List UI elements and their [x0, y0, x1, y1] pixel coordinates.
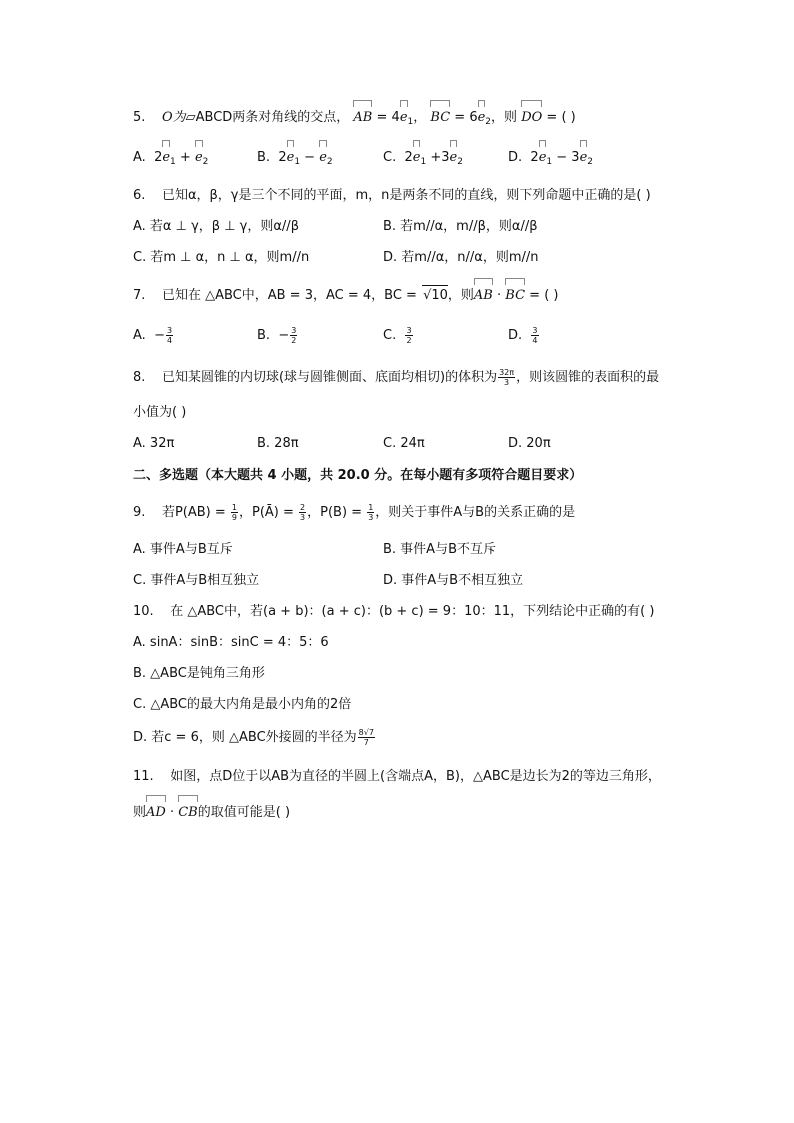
- q5-sub1: 1: [407, 117, 414, 127]
- q8-option-c[interactable]: C. 24π: [383, 436, 425, 451]
- q7-vector-bc: BC: [505, 286, 525, 306]
- q8-number: 8.: [133, 370, 146, 385]
- subscript: 2: [587, 157, 594, 167]
- q11-dot: ·: [165, 805, 179, 820]
- q9-stem: [133, 503, 575, 523]
- q10-option-d-text: D. 若c = 6，则 △ABC外接圆的半径为: [133, 730, 357, 745]
- q5-number: 5.: [133, 110, 146, 125]
- q7-dot: ·: [492, 288, 506, 303]
- fraction: [290, 326, 297, 345]
- q11-stem-b-post: 的取值可能是( ): [197, 805, 291, 820]
- subscript: 1: [420, 157, 427, 167]
- q9-option-b[interactable]: B. 事件A与B不互斥: [383, 542, 496, 557]
- q7-stem-b: ，则: [447, 288, 474, 303]
- q9-option-a[interactable]: A. 事件A与B互斥: [133, 542, 233, 557]
- q10-option-a[interactable]: A. sinA：sinB：sinC = 4：5：6: [133, 635, 329, 650]
- q11-stem-a: 如图，点D位于以AB为直径的半圆上(含端点A，B)，△ABC是边长为2的等边三角形，: [170, 769, 661, 784]
- q9-fraction-2: [299, 503, 306, 522]
- q9-number: 9.: [133, 505, 146, 520]
- q6-option-c[interactable]: C. 若m ⊥ α，n ⊥ α，则m//n: [133, 250, 310, 265]
- q11-stem-b-pre: 则: [133, 805, 147, 820]
- q5-point-o: O为: [161, 110, 186, 125]
- option-label: D.: [508, 328, 523, 343]
- subscript: 2: [202, 157, 209, 167]
- q7-tail: = ( ): [525, 288, 559, 303]
- q6-number: 6.: [133, 188, 146, 203]
- numerator: 1: [368, 503, 374, 512]
- q10-option-b[interactable]: B. △ABC是钝角三角形: [133, 666, 265, 681]
- q7-option-c[interactable]: [383, 326, 414, 346]
- numerator: 1: [231, 503, 237, 512]
- q8-stem-continued: 小值为( ): [133, 405, 187, 420]
- denominator: 4: [166, 336, 173, 345]
- fraction: [405, 326, 412, 345]
- q5-vector-bc: BC: [430, 108, 450, 128]
- q7-option-b[interactable]: [257, 326, 298, 346]
- numerator: 8√7: [358, 728, 374, 737]
- q6-option-b[interactable]: B. 若m//α，m//β，则α//β: [383, 219, 538, 234]
- q8-option-b[interactable]: B. 28π: [257, 436, 299, 451]
- denominator: 7: [363, 738, 369, 747]
- coef: 2: [278, 150, 287, 165]
- numerator: 3: [166, 326, 173, 335]
- q8-stem-a: 已知某圆锥的内切球(球与圆锥侧面、底面均相切)的体积为: [161, 370, 498, 385]
- denominator: 3: [368, 513, 374, 522]
- vector-e: e: [413, 148, 421, 168]
- q5-option-b[interactable]: [257, 148, 333, 172]
- q5-eq2: = 6: [450, 110, 478, 125]
- option-label: D.: [508, 150, 523, 165]
- vector-e: e: [195, 148, 203, 168]
- section-heading-multiple-choice: 二、多选题（本大题共 4 小题，共 20.0 分。在每小题有多项符合题目要求）: [133, 468, 583, 483]
- option-label: B.: [257, 328, 271, 343]
- q8-option-d[interactable]: D. 20π: [508, 436, 551, 451]
- denominator: 9: [231, 513, 237, 522]
- q7-sqrt-value: 10: [431, 288, 448, 303]
- q8-fraction: [498, 368, 515, 387]
- q7-sqrt: √10: [422, 285, 448, 306]
- sign: −: [154, 328, 165, 343]
- q5-option-c[interactable]: [383, 148, 463, 172]
- numerator: 2: [300, 503, 306, 512]
- q11-number: 11.: [133, 769, 154, 784]
- q9-fraction-3: [367, 503, 374, 522]
- q11-stem-continued: [133, 803, 290, 823]
- vector-e: e: [319, 148, 327, 168]
- q5-tail: = ( ): [542, 110, 576, 125]
- coef: 2: [530, 150, 539, 165]
- q10-option-c[interactable]: C. △ABC的最大内角是最小内角的2倍: [133, 697, 352, 712]
- q10-stem: [133, 602, 654, 622]
- numerator: 3: [291, 326, 297, 335]
- q5-vector-ab: AB: [353, 108, 372, 128]
- option-label: C.: [383, 328, 397, 343]
- q10-number: 10.: [133, 604, 154, 619]
- q7-vector-ab: AB: [474, 286, 493, 306]
- sign: −: [278, 328, 290, 343]
- coef: 2: [404, 150, 413, 165]
- q7-option-d[interactable]: [508, 326, 540, 346]
- q9-stem-d: ，则关于事件A与B的关系正确的是: [375, 505, 576, 520]
- q5-option-a[interactable]: [133, 148, 208, 172]
- q5-stem: [133, 108, 576, 132]
- q11-vector-ad: AD: [146, 803, 166, 823]
- fraction: [166, 326, 173, 345]
- q9-fraction-1: [231, 503, 238, 522]
- q10-stem-text: 在 △ABC中，若(a + b)：(a + c)：(b + c) = 9：10：11，下列结论中正确的有( ): [170, 604, 655, 619]
- subscript: 2: [457, 157, 463, 167]
- denominator: 2: [406, 336, 412, 345]
- q9-stem-c: ，P(B) =: [307, 505, 367, 520]
- numerator: 3: [406, 326, 412, 335]
- q7-number: 7.: [133, 288, 146, 303]
- q5-parallelogram: ▱ABCD两条对角线的交点，: [185, 110, 350, 125]
- vector-e: e: [539, 148, 547, 168]
- denominator: 3: [504, 378, 510, 387]
- option-label: A.: [133, 150, 146, 165]
- q5-sub2: 2: [485, 117, 492, 127]
- q10-option-d[interactable]: [133, 728, 376, 748]
- option-label: A.: [133, 328, 146, 343]
- q7-stem-a: 已知在 △ABC中，AB = 3，AC = 4，BC =: [161, 288, 422, 303]
- operator: −: [300, 150, 320, 165]
- vector-e: e: [287, 148, 295, 168]
- q6-stem: [133, 186, 651, 206]
- q11-vector-cb: CB: [178, 803, 198, 823]
- q8-stem: [133, 368, 659, 388]
- q5-sep2: ，则: [491, 110, 518, 125]
- coef: 2: [154, 150, 163, 165]
- q7-option-a[interactable]: [133, 326, 174, 346]
- q6-option-a[interactable]: A. 若α ⊥ γ，β ⊥ γ，则α//β: [133, 219, 299, 234]
- vector-e: e: [450, 148, 458, 168]
- q5-e1: e: [400, 108, 408, 128]
- fraction: [531, 326, 538, 345]
- denominator: 3: [300, 513, 306, 522]
- vector-e: e: [162, 148, 170, 168]
- q6-stem-text: 已知α，β，γ是三个不同的平面，m，n是两条不同的直线，则下列命题中正确的是( ): [161, 188, 651, 203]
- denominator: 2: [291, 336, 297, 345]
- q9-option-d[interactable]: D. 事件A与B不相互独立: [383, 573, 524, 588]
- q9-stem-a: 若P(AB) =: [161, 505, 230, 520]
- option-label: B.: [257, 150, 271, 165]
- subscript: 1: [546, 157, 553, 167]
- q6-option-d[interactable]: D. 若m//α，n//α，则m//n: [383, 250, 539, 265]
- q8-option-a[interactable]: A. 32π: [133, 436, 175, 451]
- q5-sep1: ，: [413, 110, 427, 125]
- q5-eq1: = 4: [372, 110, 400, 125]
- numerator: 32π: [499, 368, 515, 377]
- q11-stem: [133, 767, 661, 787]
- denominator: 4: [532, 336, 538, 345]
- vector-e: e: [580, 148, 588, 168]
- operator: − 3: [552, 150, 580, 165]
- subscript: 1: [294, 157, 301, 167]
- q9-stem-b: ，P(Ā) =: [238, 505, 299, 520]
- q5-vector-do: DO: [521, 108, 542, 128]
- q9-option-c[interactable]: C. 事件A与B相互独立: [133, 573, 260, 588]
- q5-e2: e: [478, 108, 486, 128]
- q7-stem: [133, 285, 558, 306]
- q5-option-d[interactable]: [508, 148, 593, 172]
- subscript: 1: [170, 157, 176, 167]
- subscript: 2: [326, 157, 333, 167]
- operator: +3: [426, 150, 450, 165]
- operator: +: [175, 150, 195, 165]
- q10-option-d-fraction: [358, 728, 375, 747]
- numerator: 3: [532, 326, 538, 335]
- q8-stem-b: ，则该圆锥的表面积的最: [516, 370, 660, 385]
- option-label: C.: [383, 150, 397, 165]
